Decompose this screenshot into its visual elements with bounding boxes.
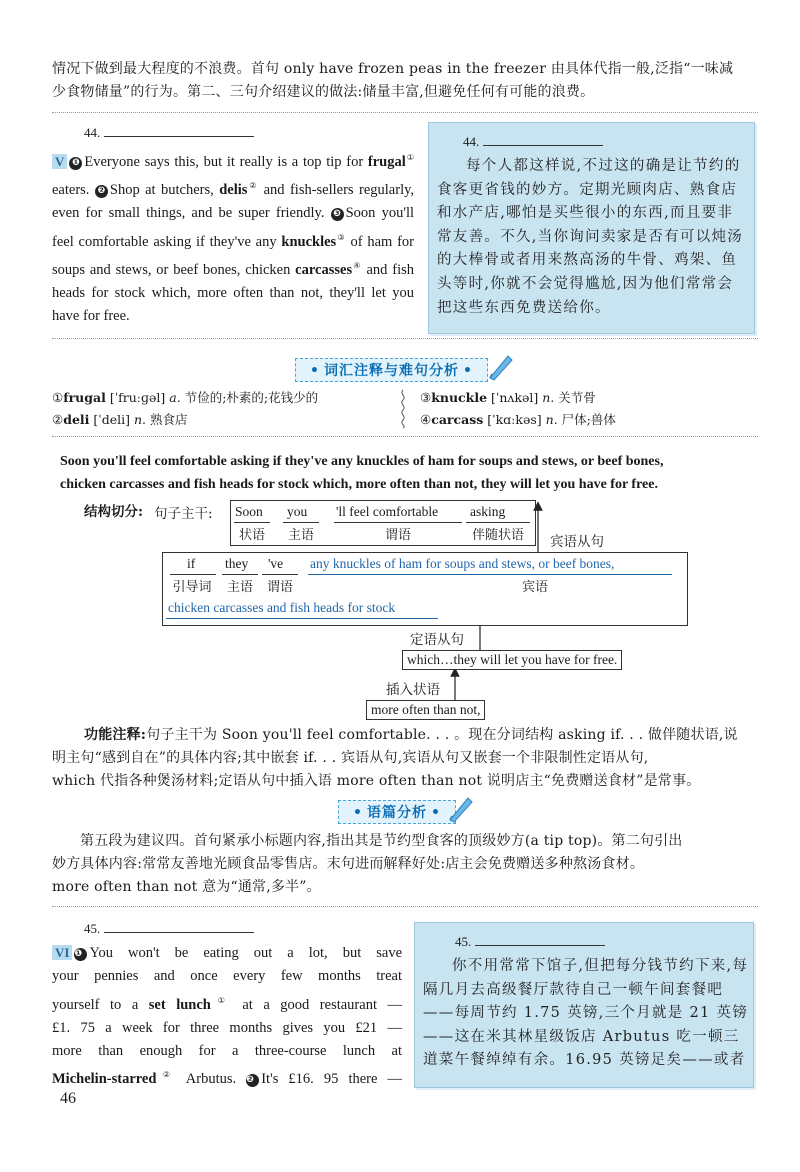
- vocab-word-delis: delis: [219, 181, 248, 198]
- sentence-marker: ❸: [331, 208, 344, 221]
- vocab-pos: n.: [545, 412, 558, 427]
- main-word: asking: [470, 504, 506, 519]
- function-note-label: 功能注释:: [84, 727, 147, 743]
- attr-clause-box: which…they will let you have for free.: [402, 650, 622, 670]
- vocab-num: ②: [52, 412, 64, 427]
- q45-blank-line: [104, 920, 254, 933]
- main-role: 谓语: [384, 528, 411, 543]
- vocab-ipa: [ˈkɑːkəs]: [487, 412, 542, 427]
- insert-label: 插入状语: [386, 682, 440, 698]
- sentence-text: You won't be eating out a lot, but save: [89, 945, 402, 961]
- vocab-banner-title: 词汇注释与难句分析: [323, 363, 459, 379]
- sentence-text: your pennies and once every few months treat: [52, 968, 402, 985]
- q45-number: 45.: [84, 921, 101, 936]
- vocab-meaning: 关节骨: [558, 390, 596, 405]
- q45-answer-blank[interactable]: [84, 920, 254, 937]
- underline: [222, 574, 258, 575]
- vocab-pos: a.: [169, 390, 181, 405]
- vocab-word-carcasses: carcasses: [295, 261, 353, 278]
- banner-dot: •: [462, 363, 473, 379]
- intro-line-2: 少食物储量”的行为。第二、三句介绍建议的做法:储量丰富,但避免任何有可能的浪费。: [52, 84, 595, 100]
- sentence-text: eaters.: [52, 181, 90, 198]
- vocab-num: ①: [52, 390, 64, 405]
- vocab-meaning: 节俭的;朴素的;花钱少的: [184, 390, 319, 405]
- function-note-line: 明主句“感到自在”的具体内容;其中嵌套 if. . . 宾语从句,宾语从句又嵌套一个非限制性定语从句,: [52, 750, 649, 766]
- vocab-pos: n.: [133, 412, 147, 427]
- underline: [170, 574, 216, 575]
- vocab-ipa: [ˈfruːɡəl]: [109, 390, 166, 405]
- vocab-num: ④: [420, 412, 432, 427]
- discourse-line: more often than not 意为“通常,多半”。: [52, 879, 321, 895]
- banner-dot: •: [310, 363, 320, 379]
- object-text-2: chicken carcasses and fish heads for stock: [168, 600, 396, 615]
- function-note: [84, 724, 764, 747]
- sentence-marker: ❷: [95, 185, 108, 198]
- banner-dot: •: [430, 805, 441, 821]
- vocab-word-set-lunch: set lunch: [148, 996, 211, 1013]
- main-word: you: [287, 504, 308, 519]
- q44-box-number: 44.: [463, 134, 480, 149]
- vocab-meaning: 熟食店: [150, 412, 188, 427]
- function-note-line: which 代指各种煲汤材料;定语从句中插入语 more often than not 说明店主“免费赠送食材”是常事。: [52, 773, 701, 789]
- sentence-text: It's £16. 95 there —: [261, 1071, 402, 1088]
- underline: [166, 618, 438, 619]
- q44-number: 44.: [84, 125, 101, 140]
- footnote-mark: ②: [156, 1070, 177, 1080]
- sentence-marker: ❶: [69, 157, 82, 170]
- main-clause-label: 句子主干:: [154, 506, 213, 522]
- clause-role: 谓语: [266, 580, 293, 595]
- clause-word: if: [187, 556, 196, 571]
- q45-translation-box: [414, 922, 754, 1088]
- main-word: Soon: [235, 504, 263, 519]
- object-role: 宾语: [521, 580, 548, 595]
- sentence-text: more than enough for a three-course lunch at: [52, 1043, 402, 1060]
- discourse-banner-title: 语篇分析: [366, 805, 427, 821]
- sentence-line-2: chicken carcasses and fish heads for stock which, more often than not, they will let you have for free.: [60, 477, 658, 492]
- discourse-line: 第五段为建议四。首句紧承小标题内容,指出其是节约型食客的顶级妙方(a tip top)。第二句引出: [80, 833, 683, 849]
- quill-icon: [446, 794, 474, 824]
- main-role: 伴随状语: [471, 528, 524, 543]
- footnote-mark: ①: [210, 995, 232, 1005]
- vocab-num: ③: [420, 390, 432, 405]
- underline: [262, 574, 298, 575]
- main-role: 主语: [287, 528, 314, 543]
- vocab-word: knuckle: [431, 390, 488, 405]
- footnote-mark: ①: [405, 153, 415, 162]
- function-note-line: 句子主干为 Soon you'll feel comfortable. . . 。现在分词结构 asking if. . . 做伴随状语,说: [146, 727, 738, 743]
- paragraph-marker: VI: [52, 945, 72, 960]
- sentence-text: of ham for soups and stews, or beef bones, chicken: [52, 233, 415, 278]
- intro-line-1: 情况下做到最大程度的不浪费。首句 only have frozen peas in the freezer 由具体代指一般,泛指“一味减: [52, 61, 734, 77]
- underline: [308, 574, 672, 575]
- q44-translation-text: 每个人都这样说,不过这的确是让节约的食客更省钱的妙方。定期光顾肉店、熟食店和水产店,哪怕是买些很小的东西,而且要非常友善。不久,当你询问卖家是否有可以炖汤的大棒骨或者用来熬高汤的牛骨、鸡架、鱼头等时,你就不会觉得尴尬,因为他们常常会把这些东西免费送给你。: [437, 158, 744, 316]
- vocab-pos: n.: [542, 390, 555, 405]
- footnote-mark: ③: [336, 232, 346, 242]
- main-word: 'll feel comfortable: [336, 504, 439, 519]
- vocab-word: frugal: [63, 390, 106, 405]
- sentence-text: Shop at butchers,: [109, 181, 220, 198]
- vocab-word-knuckles: knuckles: [281, 233, 337, 250]
- sentence-text: yourself to a: [52, 996, 149, 1013]
- clause-word: 've: [268, 556, 284, 571]
- vocab-word-frugal: frugal: [367, 153, 406, 170]
- function-note-cont: [52, 747, 762, 793]
- clause-role: 主语: [226, 580, 253, 595]
- vocab-word: carcass: [431, 412, 484, 427]
- sentence-text: and fish heads for stock which, more often than not, they'll let you have for free.: [52, 261, 415, 325]
- vocab-meaning: 尸体;兽体: [561, 412, 616, 427]
- sentence-marker: ❶: [74, 948, 87, 961]
- q45-box-blank-line: [475, 933, 605, 946]
- sentence-line-1: Soon you'll feel comfortable asking if they've any knuckles of ham for soups and stews, or beef bones,: [60, 454, 664, 469]
- main-role: 状语: [238, 528, 265, 543]
- sentence-text: Soon you'll feel comfortable asking if they've any: [52, 205, 414, 250]
- paragraph-marker: V: [52, 154, 67, 169]
- q45-english-passage: [52, 942, 402, 1091]
- insert-box: more often than not,: [366, 700, 485, 720]
- object-text-1: any knuckles of ham for soups and stews, or beef bones,: [310, 556, 615, 571]
- footnote-mark: ④: [352, 260, 362, 270]
- vocab-word-michelin: Michelin-starred: [52, 1071, 157, 1088]
- discourse-paragraph: [52, 830, 762, 899]
- clause-word: they: [225, 556, 249, 571]
- attr-clause-label: 定语从句: [410, 632, 464, 648]
- q45-box-number: 45.: [455, 934, 472, 949]
- page-number: 46: [60, 1090, 76, 1107]
- q45-translation-text: 你不用常常下馆子,但把每分钱节约下来,每隔几月去高级餐厅款待自己一顿午间套餐吧——每周节约 1.75 英镑,三个月就是 21 英镑——这在米其林星级饭店 Arbutus 吃一顿三道菜午餐绰绰有余。16.95 英镑足矣——或者: [423, 958, 749, 1069]
- sentence-text: at a good restaurant —: [231, 996, 402, 1013]
- vocab-word: deli: [63, 412, 90, 427]
- divider: [52, 906, 758, 907]
- discourse-line: 妙方具体内容:常常友善地光顾食品零售店。末句进而解释好处:店主会免费赠送多种熬汤食材。: [52, 856, 645, 872]
- object-clause-label: 宾语从句: [550, 534, 604, 550]
- sentence-text: and fish-sellers regularly, even for small things, and be super friendly.: [52, 181, 415, 222]
- discourse-banner: [338, 800, 456, 824]
- vocab-ipa: [ˈdeli]: [93, 412, 130, 427]
- clause-role: 引导词: [172, 580, 212, 595]
- banner-dot: •: [353, 805, 363, 821]
- sentence-text: Arbutus.: [176, 1071, 237, 1088]
- sentence-text: Everyone says this, but it really is a top tip for: [84, 153, 368, 170]
- sentence-text: £1. 75 a week for three months gives you £21 —: [52, 1019, 402, 1036]
- vocab-ipa: [ˈnʌkəl]: [491, 390, 539, 405]
- sentence-marker: ❷: [246, 1074, 259, 1087]
- footnote-mark: ②: [247, 181, 259, 191]
- q45-box-blank[interactable]: [455, 933, 605, 950]
- structure-label: 结构切分:: [84, 504, 143, 520]
